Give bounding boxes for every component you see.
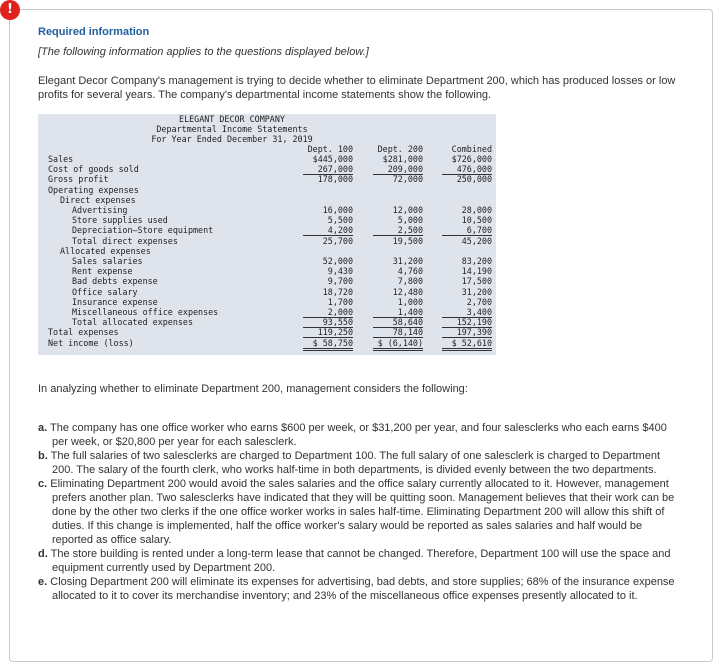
row-value: $726,000: [451, 154, 492, 164]
analysis-lead: In analyzing whether to eliminate Department 200, management considers the following:: [38, 383, 468, 395]
row-label: Sales: [48, 154, 74, 164]
statement-row: [38, 307, 496, 317]
row-value: 2,700: [466, 296, 492, 307]
statement-row: [38, 164, 496, 174]
statement-row: [38, 205, 496, 215]
consideration-item: a. The company has one office worker who earns $600 per week, or $31,200 per year, and four salesclerks who each earns $400 per week, or $20,800 per year for each salesclerk.: [38, 422, 667, 448]
consideration-list: [38, 421, 678, 603]
row-value: $ 58,750: [303, 338, 353, 351]
row-value: 5,000: [397, 215, 423, 226]
row-value: 476,000: [442, 164, 492, 175]
row-value: 31,200: [392, 256, 423, 266]
statement-row: [38, 297, 496, 307]
statement-row: [38, 256, 496, 266]
row-value: 9,700: [327, 276, 353, 287]
row-value: 178,000: [317, 174, 353, 185]
statement-row: [38, 287, 496, 297]
row-value: 6,700: [442, 225, 492, 236]
row-label: Allocated expenses: [60, 245, 151, 256]
required-information-title: Required information: [38, 26, 150, 38]
column-header: Dept. 100: [307, 144, 353, 154]
statement-row: [38, 317, 496, 327]
statement-row: [38, 276, 496, 286]
column-header-row: [38, 144, 496, 154]
row-value: $ 52,610: [442, 338, 492, 351]
row-label: Rent expense: [72, 266, 133, 277]
statement-row: [38, 154, 496, 164]
row-value: 1,700: [327, 296, 353, 307]
row-value: 83,200: [461, 256, 492, 266]
statement-row: [38, 185, 496, 195]
consideration-item: c. Eliminating Department 200 would avoid the sales salaries and the office salary currently allocated to it. However, management prefers another plan. Two salesclerks have indicated that they will be quitting soon. Management believes that their work can be done by the other two clerks if the one office worker works in sales half-time. Eliminating Department 200 will allow this shift of duties. If this change is implemented, half the office worker's salary would be reported as sales salaries and half would be reported as office salary.: [38, 478, 675, 546]
consideration-item: b. The full salaries of two salesclerks are charged to Department 100. The full salary of one salesclerk is charged to Department 200. The salary of the fourth clerk, who works half-time in both departments, is divided evenly between the two departments.: [38, 450, 661, 476]
row-value: 10,500: [461, 215, 492, 226]
row-value: 25,700: [322, 235, 353, 246]
statement-row: [38, 266, 496, 276]
row-value: 2,000: [303, 307, 353, 318]
statement-row: [38, 225, 496, 235]
statement-row: [38, 195, 496, 205]
row-value: 31,200: [461, 286, 492, 297]
row-label: Bad debts expense: [72, 276, 158, 287]
row-label: Miscellaneous office expenses: [72, 307, 219, 317]
row-value: 19,500: [392, 235, 423, 246]
row-value: 72,000: [392, 174, 423, 185]
row-value: 12,000: [392, 205, 423, 215]
row-value: 28,000: [461, 205, 492, 215]
row-value: 58,640: [373, 317, 423, 328]
statement-company: ELEGANT DECOR COMPANY: [179, 114, 285, 124]
row-value: 250,000: [456, 174, 492, 185]
row-value: 93,550: [303, 317, 353, 328]
statement-row: [38, 215, 496, 225]
row-value: 18,720: [322, 286, 353, 297]
intro-note: [The following information applies to the questions displayed below.]: [38, 46, 369, 58]
row-label: Direct expenses: [60, 194, 136, 205]
row-value: 52,000: [322, 256, 353, 266]
income-statement-table: [38, 114, 496, 355]
row-value: 7,800: [397, 276, 423, 287]
row-label: Office salary: [72, 286, 138, 297]
row-value: 197,390: [442, 327, 492, 338]
row-value: 16,000: [322, 205, 353, 215]
consideration-item: e. Closing Department 200 will eliminate its expenses for advertising, bad debts, and store supplies; 68% of the insurance expense allocated to it to cover its merchandise inventory; and 23% of the miscellaneous office expenses presently allocated to it.: [38, 576, 675, 602]
row-value: 78,140: [373, 327, 423, 338]
row-value: 9,430: [327, 266, 353, 277]
row-label: Insurance expense: [72, 296, 158, 307]
statement-row: [38, 338, 496, 348]
row-value: 45,200: [461, 235, 492, 246]
column-header: Combined: [451, 144, 492, 154]
row-value: 12,480: [392, 286, 423, 297]
problem-paragraph: Elegant Decor Company's management is trying to decide whether to eliminate Department 200, which has produced losses or low profits for several years. The company's departmental income statements show the following.: [38, 75, 676, 101]
row-value: 1,400: [373, 307, 423, 318]
row-label: Total expenses: [48, 327, 119, 338]
consideration-item: d. The store building is rented under a long-term lease that cannot be changed. Therefore, Department 100 will use the space and equipment currently used by Department 200.: [38, 548, 671, 574]
row-value: 5,500: [327, 215, 353, 226]
row-value: 17,500: [461, 276, 492, 287]
row-value: 1,000: [397, 296, 423, 307]
row-value: 4,760: [397, 266, 423, 277]
row-label: Operating expenses: [48, 184, 139, 195]
statement-period: For Year Ended December 31, 2019: [151, 134, 313, 144]
row-label: Sales salaries: [72, 256, 143, 266]
statement-title: Departmental Income Statements: [156, 124, 308, 134]
row-value: 119,250: [303, 327, 353, 338]
row-label: Depreciation—Store equipment: [72, 225, 214, 236]
alert-icon: !: [0, 0, 20, 20]
statement-row: [38, 174, 496, 184]
row-value: 209,000: [373, 164, 423, 175]
statement-row: [38, 327, 496, 337]
row-value: 2,500: [373, 225, 423, 236]
row-value: 14,190: [461, 266, 492, 277]
row-value: 267,000: [303, 164, 353, 175]
row-value: $281,000: [382, 154, 423, 164]
statement-row: [38, 236, 496, 246]
row-label: Advertising: [72, 205, 128, 215]
row-value: 152,190: [442, 317, 492, 328]
row-value: 4,200: [303, 225, 353, 236]
row-label: Gross profit: [48, 174, 109, 185]
statement-row: [38, 246, 496, 256]
row-value: 3,400: [442, 307, 492, 318]
row-label: Net income (loss): [48, 337, 134, 348]
column-header: Dept. 200: [377, 144, 423, 154]
row-value: $445,000: [312, 154, 353, 164]
row-value: $ (6,140): [373, 338, 423, 351]
row-label: Store supplies used: [72, 215, 168, 226]
row-label: Cost of goods sold: [48, 164, 139, 175]
row-label: Total allocated expenses: [72, 317, 194, 328]
row-label: Total direct expenses: [72, 235, 178, 246]
